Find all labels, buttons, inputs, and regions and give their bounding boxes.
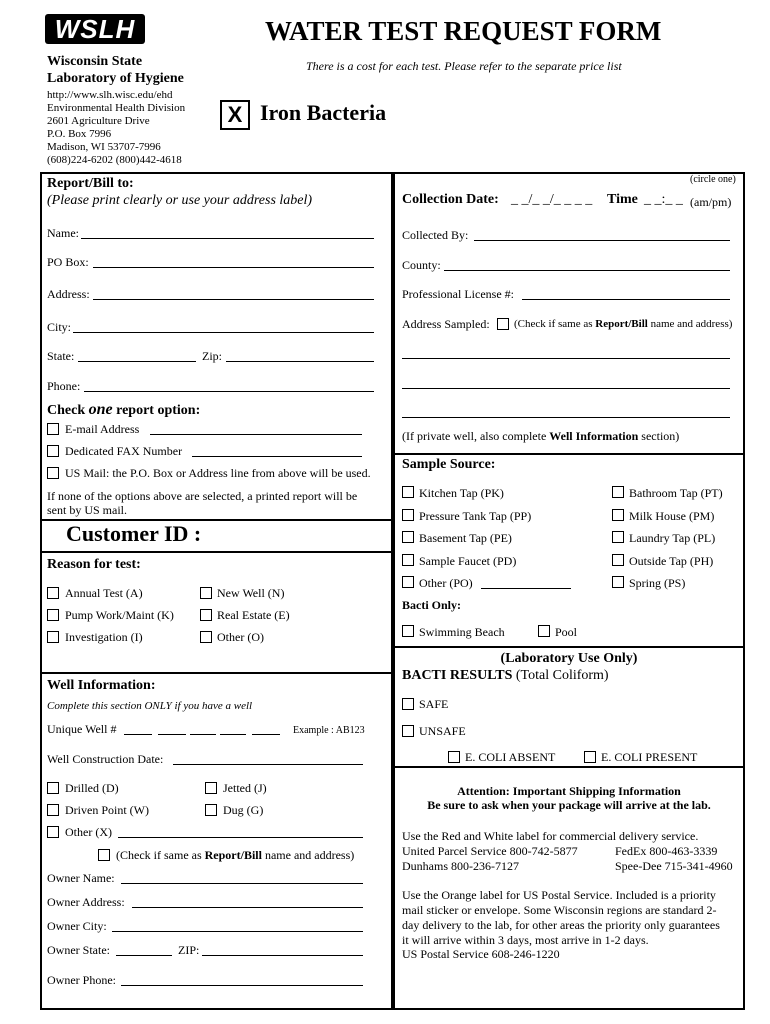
drilled-checkbox[interactable] bbox=[47, 782, 59, 794]
basement-tap-checkbox[interactable] bbox=[402, 531, 414, 543]
owner-state-field[interactable] bbox=[116, 955, 172, 956]
zip-label: Zip: bbox=[202, 349, 222, 363]
driven-point-label: Driven Point (W) bbox=[65, 803, 149, 817]
milk-house-label: Milk House (PM) bbox=[629, 509, 715, 523]
sample-source-section bbox=[393, 453, 745, 648]
shipping-attention: Attention: Important Shipping Information bbox=[457, 784, 681, 798]
address-same-label: (Check if same as Report/Bill name and address) bbox=[514, 318, 733, 330]
unique-well-field-5[interactable] bbox=[252, 734, 280, 735]
collected-by-field[interactable] bbox=[474, 240, 730, 241]
bathroom-tap-checkbox[interactable] bbox=[612, 486, 624, 498]
dug-checkbox[interactable] bbox=[205, 804, 217, 816]
unique-well-example: Example : AB123 bbox=[293, 725, 365, 736]
pump-work-checkbox[interactable] bbox=[47, 609, 59, 621]
dug-label: Dug (G) bbox=[223, 803, 264, 817]
real-estate-checkbox[interactable] bbox=[200, 609, 212, 621]
org-name-line-1: Wisconsin State bbox=[47, 54, 143, 69]
owner-address-field[interactable] bbox=[132, 907, 363, 908]
pressure-tank-checkbox[interactable] bbox=[402, 509, 414, 521]
sample-faucet-label: Sample Faucet (PD) bbox=[419, 554, 517, 568]
orange-label-note-3: day delivery to the lab, for other areas the priority only guarantees bbox=[402, 918, 720, 932]
owner-same-checkbox[interactable] bbox=[98, 849, 110, 861]
owner-zip-field[interactable] bbox=[202, 955, 363, 956]
jetted-checkbox[interactable] bbox=[205, 782, 217, 794]
owner-city-field[interactable] bbox=[112, 931, 363, 932]
circle-one-note: (circle one) bbox=[690, 174, 736, 185]
ecoli-absent-checkbox[interactable] bbox=[448, 751, 460, 763]
orange-label-note-2: mail sticker or envelope. Some Wisconsin regions are standard 2- bbox=[402, 903, 717, 917]
well-other-checkbox[interactable] bbox=[47, 826, 59, 838]
org-po-box: P.O. Box 7996 bbox=[47, 128, 112, 140]
spring-checkbox[interactable] bbox=[612, 576, 624, 588]
reason-other-label: Other (O) bbox=[217, 630, 264, 644]
owner-same-label: (Check if same as Report/Bill name and address) bbox=[116, 848, 355, 862]
pool-checkbox[interactable] bbox=[538, 625, 550, 637]
kitchen-tap-checkbox[interactable] bbox=[402, 486, 414, 498]
address-same-checkbox[interactable] bbox=[497, 318, 509, 330]
collected-by-label: Collected By: bbox=[402, 228, 469, 242]
laundry-tap-label: Laundry Tap (PL) bbox=[629, 531, 716, 545]
name-label: Name: bbox=[47, 226, 79, 240]
time-label: Time bbox=[607, 192, 638, 207]
email-label: E-mail Address bbox=[65, 422, 140, 436]
swimming-beach-checkbox[interactable] bbox=[402, 625, 414, 637]
org-city: Madison, WI 53707-7996 bbox=[47, 141, 161, 153]
unsafe-checkbox[interactable] bbox=[402, 725, 414, 737]
address-sampled-label: Address Sampled: bbox=[402, 317, 490, 331]
license-label: Professional License #: bbox=[402, 287, 514, 301]
fax-label: Dedicated FAX Number bbox=[65, 444, 183, 458]
well-other-field[interactable] bbox=[118, 837, 363, 838]
org-street: 2601 Agriculture Drive bbox=[47, 115, 150, 127]
city-label: City: bbox=[47, 320, 72, 334]
org-phones: (608)224-6202 (800)442-4618 bbox=[47, 154, 182, 166]
source-other-label: Other (PO) bbox=[419, 576, 473, 590]
well-note: Complete this section ONLY if you have a well bbox=[47, 700, 253, 712]
time-field[interactable]: _ _:_ _ bbox=[644, 192, 683, 207]
bacti-results-heading: BACTI RESULTS (Total Coliform) bbox=[402, 668, 609, 683]
fax-field[interactable] bbox=[192, 456, 362, 457]
driven-point-checkbox[interactable] bbox=[47, 804, 59, 816]
dunhams-phone: Dunhams 800-236-7127 bbox=[402, 859, 519, 873]
ups-phone: United Parcel Service 800-742-5877 bbox=[402, 844, 578, 858]
owner-phone-field[interactable] bbox=[121, 985, 363, 986]
annual-test-checkbox[interactable] bbox=[47, 587, 59, 599]
org-url: http://www.slh.wisc.edu/ehd bbox=[47, 89, 173, 101]
us-mail-label: US Mail: the P.O. Box or Address line from above will be used. bbox=[65, 466, 371, 480]
unique-well-label: Unique Well # bbox=[47, 722, 117, 736]
collection-date-label: Collection Date: bbox=[402, 192, 499, 207]
owner-name-field[interactable] bbox=[121, 883, 363, 884]
outside-tap-label: Outside Tap (PH) bbox=[629, 554, 714, 568]
new-well-label: New Well (N) bbox=[217, 586, 285, 600]
collection-section bbox=[393, 172, 745, 455]
pool-label: Pool bbox=[555, 625, 578, 639]
owner-name-label: Owner Name: bbox=[47, 871, 115, 885]
owner-address-label: Owner Address: bbox=[47, 895, 125, 909]
ecoli-present-label: E. COLI PRESENT bbox=[601, 750, 698, 764]
lab-use-heading: (Laboratory Use Only) bbox=[500, 651, 638, 666]
org-name-line-2: Laboratory of Hygiene bbox=[47, 71, 184, 86]
kitchen-tap-label: Kitchen Tap (PK) bbox=[419, 486, 504, 500]
bacti-only-heading: Bacti Only: bbox=[402, 598, 461, 612]
email-checkbox[interactable] bbox=[47, 423, 59, 435]
address-field[interactable] bbox=[93, 299, 374, 300]
phone-label: Phone: bbox=[47, 379, 81, 393]
bathroom-tap-label: Bathroom Tap (PT) bbox=[629, 486, 723, 500]
email-field[interactable] bbox=[150, 434, 362, 435]
report-option-heading: Check one report option: bbox=[47, 401, 201, 418]
shipping-ask: Be sure to ask when your package will arrive at the lab. bbox=[427, 798, 711, 812]
ecoli-present-checkbox[interactable] bbox=[584, 751, 596, 763]
test-name: Iron Bacteria bbox=[260, 100, 387, 125]
owner-phone-label: Owner Phone: bbox=[47, 973, 116, 987]
investigation-checkbox[interactable] bbox=[47, 631, 59, 643]
sample-source-heading: Sample Source: bbox=[402, 457, 496, 472]
basement-tap-label: Basement Tap (PE) bbox=[419, 531, 512, 545]
unique-well-field-2[interactable] bbox=[158, 734, 186, 735]
pump-work-label: Pump Work/Maint (K) bbox=[65, 608, 174, 622]
outside-tap-checkbox[interactable] bbox=[612, 554, 624, 566]
address-sampled-line-2[interactable] bbox=[402, 388, 730, 389]
real-estate-label: Real Estate (E) bbox=[217, 608, 290, 622]
phone-field[interactable] bbox=[84, 391, 374, 392]
po-box-field[interactable] bbox=[93, 267, 374, 268]
well-heading: Well Information: bbox=[47, 678, 156, 693]
reason-other-checkbox[interactable] bbox=[200, 631, 212, 643]
wslh-logo: WSLH bbox=[45, 14, 145, 44]
pressure-tank-label: Pressure Tank Tap (PP) bbox=[419, 509, 532, 523]
address-sampled-line-1[interactable] bbox=[402, 358, 730, 359]
safe-label: SAFE bbox=[419, 697, 449, 711]
us-mail-checkbox[interactable] bbox=[47, 467, 59, 479]
city-field[interactable] bbox=[73, 332, 374, 333]
zip-field[interactable] bbox=[226, 361, 374, 362]
license-field[interactable] bbox=[522, 299, 730, 300]
po-box-label: PO Box: bbox=[47, 255, 89, 269]
am-pm-option[interactable]: (am/pm) bbox=[690, 195, 732, 209]
private-well-note: (If private well, also complete Well Information section) bbox=[402, 429, 680, 443]
owner-zip-label: ZIP: bbox=[178, 943, 200, 957]
fedex-phone: FedEx 800-463-3339 bbox=[615, 844, 718, 858]
orange-label-note-4: it will arrive within 3 days, most arrive in 1-2 days. bbox=[402, 933, 649, 947]
usps-phone: US Postal Service 608-246-1220 bbox=[402, 947, 560, 961]
unique-well-field-4[interactable] bbox=[220, 734, 246, 735]
unique-well-field-3[interactable] bbox=[190, 734, 216, 735]
county-label: County: bbox=[402, 258, 441, 272]
speedee-phone: Spee-Dee 715-341-4960 bbox=[615, 859, 733, 873]
laundry-tap-checkbox[interactable] bbox=[612, 531, 624, 543]
state-label: State: bbox=[47, 349, 75, 363]
owner-city-label: Owner City: bbox=[47, 919, 107, 933]
reason-heading: Reason for test: bbox=[47, 557, 141, 572]
red-white-label-note: Use the Red and White label for commercial delivery service. bbox=[402, 829, 699, 843]
cost-note: There is a cost for each test. Please refer to the separate price list bbox=[306, 59, 622, 73]
county-field[interactable] bbox=[444, 270, 730, 271]
safe-checkbox[interactable] bbox=[402, 698, 414, 710]
sample-faucet-checkbox[interactable] bbox=[402, 554, 414, 566]
unique-well-field-1[interactable] bbox=[124, 734, 152, 735]
annual-test-label: Annual Test (A) bbox=[65, 586, 143, 600]
orange-label-note-1: Use the Orange label for US Postal Service. Included is a priority bbox=[402, 888, 716, 902]
collection-date-field[interactable]: _ _/_ _/_ _ _ _ bbox=[511, 192, 593, 207]
source-other-field[interactable] bbox=[481, 588, 571, 589]
divider bbox=[40, 551, 393, 553]
test-checkbox-marked[interactable]: X bbox=[220, 100, 250, 130]
ecoli-absent-label: E. COLI ABSENT bbox=[465, 750, 556, 764]
customer-id-label: Customer ID : bbox=[66, 521, 202, 546]
spring-label: Spring (PS) bbox=[629, 576, 686, 590]
jetted-label: Jetted (J) bbox=[223, 781, 267, 795]
report-default-note-2: sent by US mail. bbox=[47, 503, 127, 517]
name-field[interactable] bbox=[81, 238, 374, 239]
form-title: WATER TEST REQUEST FORM bbox=[265, 16, 662, 46]
source-other-checkbox[interactable] bbox=[402, 576, 414, 588]
swimming-beach-label: Swimming Beach bbox=[419, 625, 505, 639]
fax-checkbox[interactable] bbox=[47, 445, 59, 457]
address-label: Address: bbox=[47, 287, 90, 301]
new-well-checkbox[interactable] bbox=[200, 587, 212, 599]
construction-date-field[interactable] bbox=[173, 764, 363, 765]
owner-state-label: Owner State: bbox=[47, 943, 110, 957]
state-field[interactable] bbox=[78, 361, 196, 362]
well-other-label: Other (X) bbox=[65, 825, 112, 839]
drilled-label: Drilled (D) bbox=[65, 781, 119, 795]
org-division: Environmental Health Division bbox=[47, 102, 186, 114]
report-bill-heading: Report/Bill to: bbox=[47, 176, 134, 191]
address-sampled-line-3[interactable] bbox=[402, 417, 730, 418]
report-default-note-1: If none of the options above are selected, a printed report will be bbox=[47, 489, 358, 503]
report-bill-instruction: (Please print clearly or use your address label) bbox=[47, 193, 313, 208]
investigation-label: Investigation (I) bbox=[65, 630, 143, 644]
unsafe-label: UNSAFE bbox=[419, 724, 466, 738]
milk-house-checkbox[interactable] bbox=[612, 509, 624, 521]
construction-date-label: Well Construction Date: bbox=[47, 752, 164, 766]
